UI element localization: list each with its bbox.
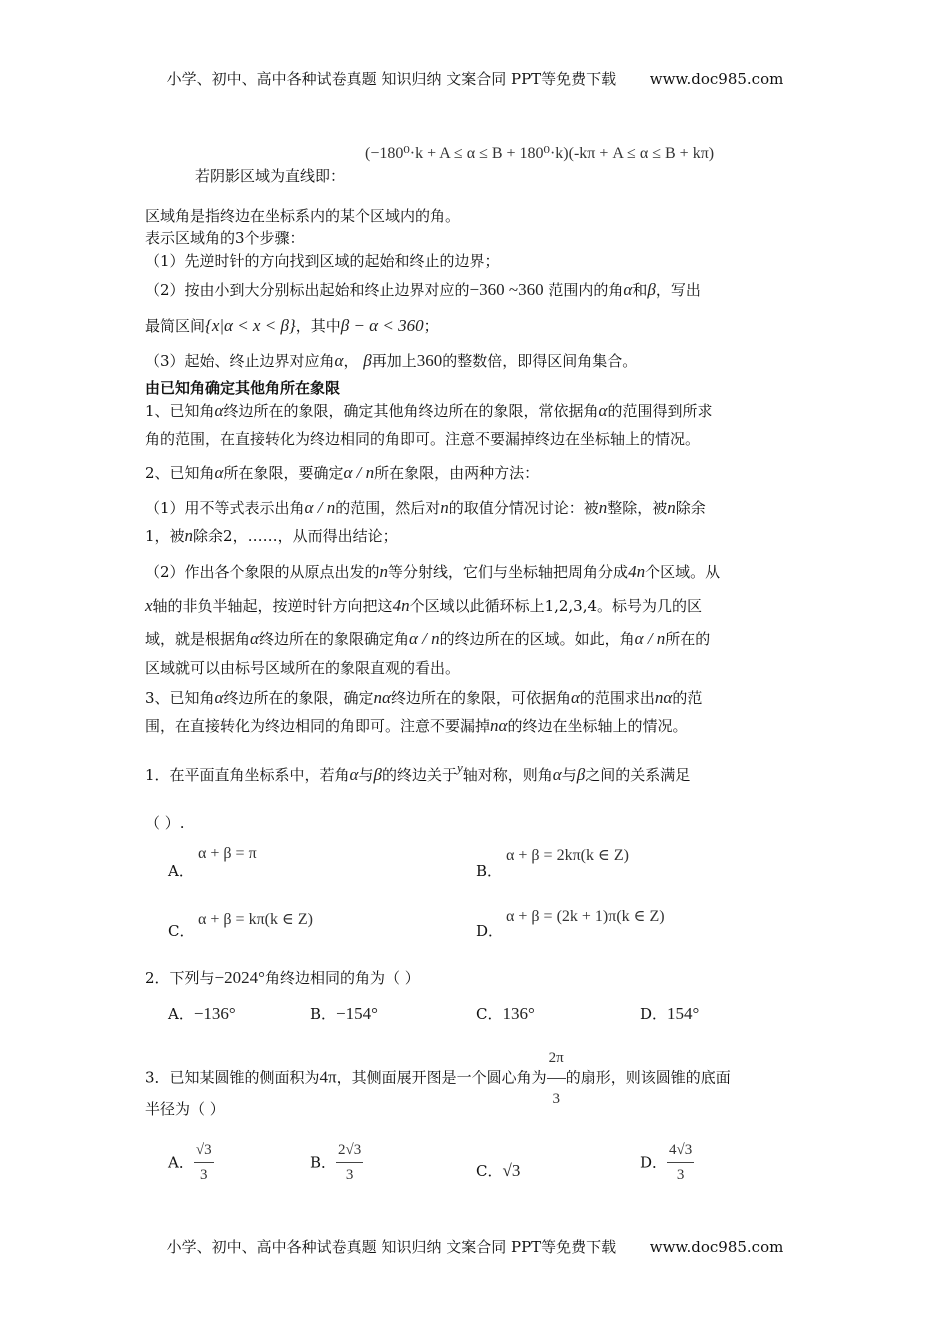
q3-option-b[interactable]: B． $\frac{2√3}{3}$ xyxy=(310,1138,363,1187)
question-2: 2．下列与−2024°角终边相同的角为（ ） xyxy=(145,968,420,987)
sector-angle-fraction: $\frac{2\pi}{3}$ xyxy=(547,1038,566,1119)
q1-option-a-expr: α + β = π xyxy=(198,845,257,862)
region-step-3: （3）起始、终止边界对应角α， β再加上360的整数倍，即得区间角集合。 xyxy=(145,351,638,370)
question-3: 3．已知某圆锥的侧面积为4π，其侧面展开图是一个圆心角为 $\frac{2\pi}{3}$ 的扇形，则该圆锥的底面 xyxy=(145,1038,731,1119)
quadrant-p1-line2: 角的范围，在直接转化为终边相同的角即可。注意不要漏掉终边在坐标轴上的情况。 xyxy=(145,430,701,448)
q2-option-b[interactable]: B．−154° xyxy=(310,1004,378,1023)
q1-option-c-expr: α + β = kπ(k ∈ Z) xyxy=(198,911,313,928)
q1-option-d-expr: α + β = (2k + 1)π(k ∈ Z) xyxy=(506,908,665,925)
quadrant-p3: （1）用不等式表示出角α / n的范围，然后对n的取值分情况讨论：被n整除，被n除余 xyxy=(145,498,706,517)
shaded-line-formula: (−180⁰·k + A ≤ α ≤ B + 180⁰·k)(-kπ + A ≤ α ≤ B + kπ) xyxy=(365,145,715,162)
quadrant-p6: x轴的非负半轴起，按逆时针方向把这4n个区域以此循环标上1,2,3,4。标号为几的区 xyxy=(145,596,703,615)
header-url[interactable]: www.doc985.com xyxy=(649,70,784,88)
question-1: 1．在平面直角坐标系中，若角α与β的终边关于y轴对称，则角α与β之间的关系满足 xyxy=(145,760,691,784)
shaded-line-label: 若阴影区域为直线即： xyxy=(195,167,346,185)
region-step-2-line1: （2）按由小到大分别标出起始和终止边界对应的−360 ~360 范围内的角α和β，写出 xyxy=(145,280,701,299)
q3-option-a[interactable]: A． $\frac{√3}{3}$ xyxy=(168,1138,214,1187)
quadrant-p10: 围，在直接转化为终边相同的角即可。注意不要漏掉nα的终边在坐标轴上的情况。 xyxy=(145,716,688,735)
region-definition: 区域角是指终边在坐标系内的某个区域内的角。 xyxy=(145,207,461,225)
region-step-1: （1）先逆时针的方向找到区域的起始和终止的边界； xyxy=(145,252,500,270)
page-header xyxy=(0,68,950,89)
q1-option-b-expr: α + β = 2kπ(k ∈ Z) xyxy=(506,847,629,864)
quadrant-p4: 1，被n除余2，……，从而得出结论； xyxy=(145,526,398,545)
q2-option-c[interactable]: C．136° xyxy=(476,1004,535,1023)
region-step-2-line2: 最简区间{x|α < x < β}，其中β − α < 360； xyxy=(145,316,439,335)
q3-option-d[interactable]: D． $\frac{4√3}{3}$ xyxy=(640,1138,694,1187)
q1-option-b[interactable]: B． xyxy=(476,862,503,880)
quadrant-p5: （2）作出各个象限的从原点出发的n等分射线，它们与坐标轴把周角分成4n个区域。从 xyxy=(145,562,721,581)
question-3-cont: 半径为（ ） xyxy=(145,1100,225,1118)
page-footer xyxy=(0,1236,950,1257)
quadrant-p8: 区域就可以由标号区域所在的象限直观的看出。 xyxy=(145,659,461,677)
question-1-paren: （ ）. xyxy=(145,814,185,832)
q3-option-c[interactable]: C．√3 xyxy=(476,1161,521,1180)
quadrant-p9: 3、已知角α终边所在的象限，确定nα终边所在的象限，可依据角α的范围求出nα的范 xyxy=(145,688,703,707)
q1-option-c[interactable]: C． xyxy=(168,922,195,940)
footer-text: 小学、初中、高中各种试卷真题 知识归纳 文案合同 PPT等免费下载 xyxy=(166,1238,617,1256)
section-title: 由已知角确定其他角所在象限 xyxy=(145,379,341,397)
quadrant-p1-line1: 1、已知角α终边所在的象限，确定其他角终边所在的象限，常依据角α的范围得到所求 xyxy=(145,401,713,420)
quadrant-p2: 2、已知角α所在象限，要确定α / n所在象限，由两种方法： xyxy=(145,463,540,482)
q2-option-a[interactable]: A．−136° xyxy=(168,1004,236,1023)
q1-option-a[interactable]: A． xyxy=(168,862,194,880)
quadrant-p7: 域，就是根据角α终边所在的象限确定角α / n的终边所在的区域。如此，角α / n所在的 xyxy=(145,629,711,648)
header-text: 小学、初中、高中各种试卷真题 知识归纳 文案合同 PPT等免费下载 xyxy=(166,70,617,88)
q1-option-d[interactable]: D． xyxy=(476,922,504,940)
region-steps-title: 表示区域角的3个步骤： xyxy=(145,229,305,247)
q2-option-d[interactable]: D．154° xyxy=(640,1004,700,1023)
footer-url[interactable]: www.doc985.com xyxy=(649,1238,784,1256)
